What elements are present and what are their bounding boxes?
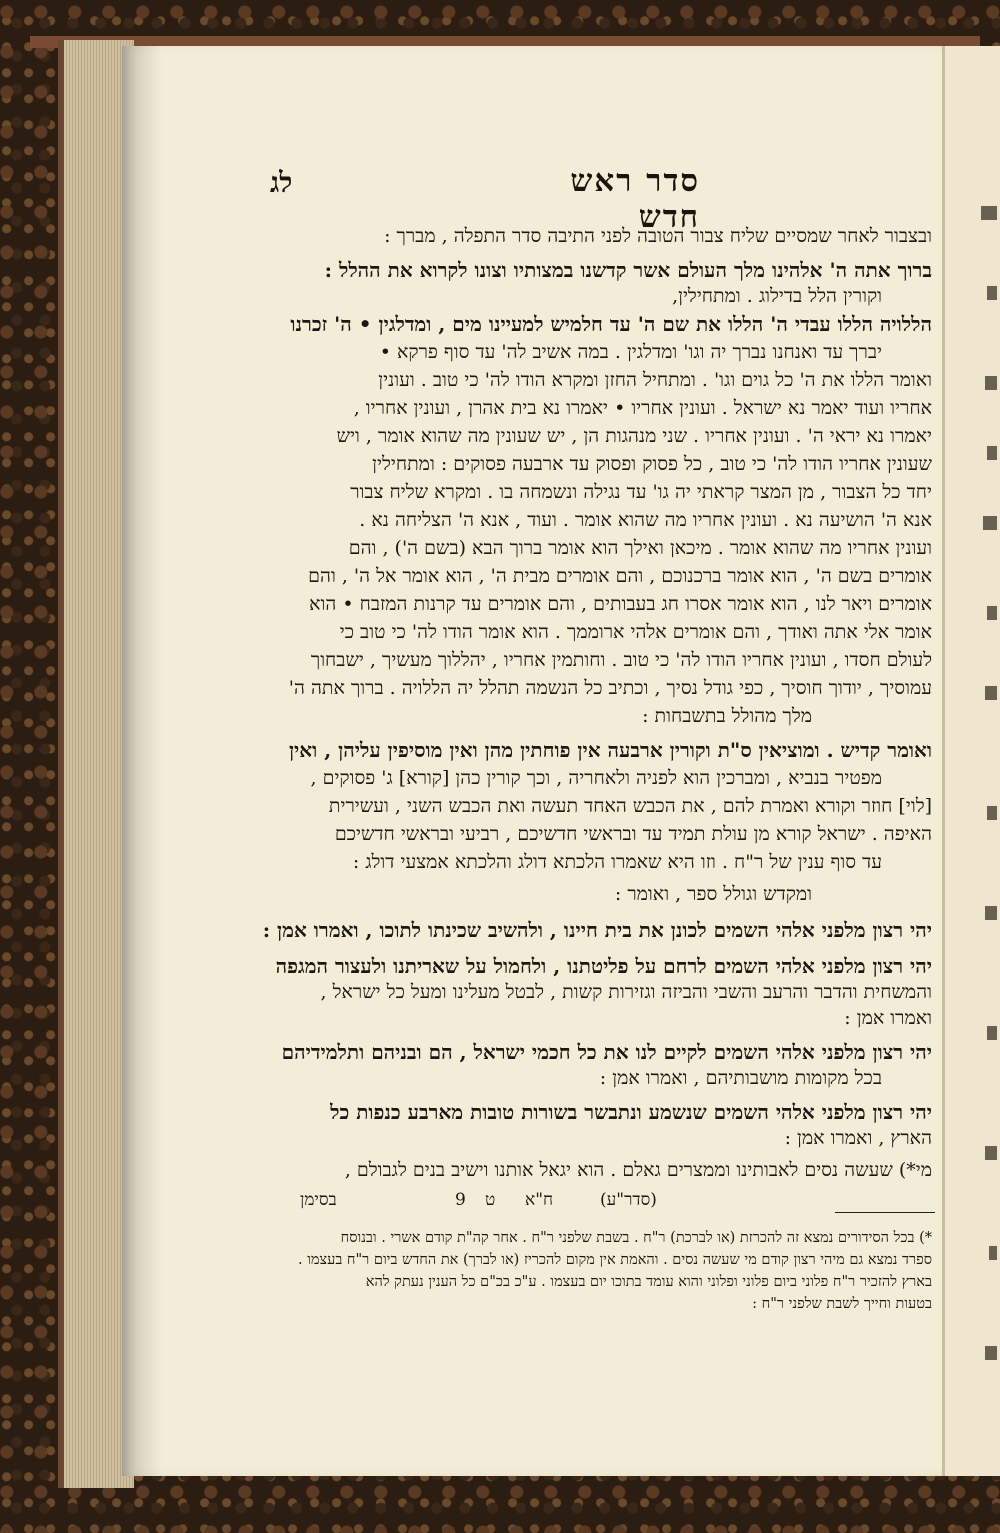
page-number: לג bbox=[270, 166, 293, 199]
text-line: ואמרו אמן : bbox=[844, 1007, 932, 1029]
text-line: ובצבור לאחר שמסיים שליח צבור הטובה לפני התיבה סדר התפלה , מברך : bbox=[384, 225, 932, 247]
text-line: לעולם חסדו , ועונין אחריו הודו לה' כי טוב . וחותמין אחריו , יהללוך מעשיך , ישבחוך bbox=[310, 649, 932, 671]
text-line: [לוי] חוזר וקורא ואמרת להם , את הכבש האחד תעשה ואת הכבש השני , ועשירית bbox=[328, 795, 932, 817]
text-line: מלך מהולל בתשבחות : bbox=[642, 705, 812, 727]
text-line: יברך עד ואנחנו נברך יה וגו' ומדלגין . במה אשיב לה' עד סוף פרקא • bbox=[379, 341, 882, 363]
footnote-line: ספרד נמצא גם מיהי רצון קודם מי שעשה נסים . והאמת אין מקום להכריז (או לברך) את החדש ביום ר"ח בעצמו . bbox=[298, 1252, 932, 1268]
text-line: מי*) שעשה נסים לאבותינו וממצרים גאלם . הוא יגאל אותנו וישיב בנים לגבולם , bbox=[344, 1159, 932, 1181]
text-line: בכל מקומות מושבותיהם , ואמרו אמן : bbox=[599, 1067, 882, 1089]
text-line: האיפה . ישראל קורא מן עולת תמיד עד ובראשי חדשיכם , רביעי ובראשי חדשיכם bbox=[334, 823, 932, 845]
text-line: יהי רצון מלפני אלהי השמים לכונן את בית חיינו , ולהשיב שכינתו לתוכו , ואמרו אמן : bbox=[262, 918, 932, 942]
gutter-shadow bbox=[122, 46, 162, 1476]
text-line: יחד כל הצבור , מן המצר קראתי יה גו' עד נגילה ונשמחה בו . ומקרא שליח צבור bbox=[350, 481, 932, 503]
text-line: מפטיר בנביא , ומברכין הוא לפניה ולאחריה , וכך קורין כהן [קורא] ג' פסוקים , bbox=[310, 767, 882, 789]
signature-mark: ט bbox=[485, 1190, 496, 1210]
text-line: יהי רצון מלפני אלהי השמים לקיים לנו את כל חכמי ישראל , הם ובניהם ותלמידיהם bbox=[281, 1040, 932, 1064]
text-line: אומר אלי אתה ואודך , והם אומרים אלהי ארוממך . הוא אומר הודו לה' כי טוב כי bbox=[339, 621, 932, 643]
signature-tag: בסימן bbox=[300, 1190, 337, 1210]
text-line: שעונין אחריו הודו לה' כי טוב , כל פסוק ופסוק עד ארבעה פסוקים : ומתחילין bbox=[372, 453, 932, 475]
footnote-line: *) בכל הסידורים נמצא זה להכרזת (או לברכת) ר"ח . בשבת שלפני ר"ח . אחר קה"ת קודם אשרי . ובנוסח bbox=[340, 1230, 932, 1246]
text-line: עד סוף ענין של ר"ח . וזו היא שאמרו הלכתא דולג והלכתא אמצעי דולג : bbox=[352, 851, 882, 873]
text-line: ברוך אתה ה' אלהינו מלך העולם אשר קדשנו במצותיו וצונו לקרוא את ההלל : bbox=[324, 258, 932, 282]
signature-section: ח"א bbox=[525, 1190, 554, 1210]
text-line: והמשחית והדבר והרעב והשבי והביזה וגזירות קשות , לבטל מעלינו ומעל כל ישראל , bbox=[320, 981, 932, 1003]
text-line: יאמרו נא יראי ה' . ועונין אחריו . שני מנהגות הן , יש שעונין מה שהוא אומר , ויש bbox=[336, 425, 932, 447]
footnote-rule bbox=[835, 1212, 935, 1213]
signature-number: 9 bbox=[455, 1190, 466, 1210]
footnote-line: בטעות וחייך לשבת שלפני ר"ח : bbox=[752, 1296, 932, 1312]
text-line: ומקדש וגולל ספר , ואומר : bbox=[614, 883, 812, 905]
facing-page-edge bbox=[942, 46, 1000, 1476]
text-line: עמוסיך , יודוך חוסיך , כפי גודל נסיך , וכתיב כל הנשמה תהלל יה הללויה . ברוך אתה ה' bbox=[288, 677, 932, 699]
text-line: יהי רצון מלפני אלהי השמים שנשמע ונתבשר בשורות טובות מארבע כנפות כל bbox=[330, 1100, 932, 1124]
text-line: ואומר הללו את ה' כל גוים וגו' . ומתחיל החזן ומקרא הודו לה' כי טוב . ועונין bbox=[378, 369, 932, 391]
page-title: סדר ראש חדש bbox=[570, 163, 700, 235]
text-line: ואומר קדיש . ומוציאין ס"ת וקורין ארבעה אין פוחתין מהן ואין מוסיפין עליהן , ואין bbox=[288, 738, 932, 762]
text-line: הארץ , ואמרו אמן : bbox=[784, 1127, 932, 1149]
text-line: אחריו ועוד יאמר נא ישראל . ועונין אחריו • יאמרו נא בית אהרן , ועונין אחריו , bbox=[353, 397, 932, 419]
signature-sidur: (סדר"ע) bbox=[600, 1190, 657, 1210]
text-line: אנא ה' הושיעה נא . ועונין אחריו מה שהוא אומר . ועוד , אנא ה' הצליחה נא . bbox=[359, 509, 932, 531]
text-line: הללויה הללו עבדי ה' הללו את שם ה' עד חלמיש למעיינו מים , ומדלגין • ה' זכרנו bbox=[290, 312, 932, 336]
text-line: יהי רצון מלפני אלהי השמים לרחם על פליטתנו , ולחמול על שאריתנו ולעצור המגפה bbox=[275, 954, 932, 978]
text-line: אומרים ויאר לנו , הוא אומר אסרו חג בעבותים , והם אומרים עד קרנות המזבח • הוא bbox=[309, 593, 932, 615]
text-line: וקורין הלל בדילוג . ומתחילין, bbox=[672, 285, 882, 307]
text-line: אומרים בשם ה' , הוא אומר ברכנוכם , והם אומרים מבית ה' , הוא אומר אל ה' , והם bbox=[308, 565, 932, 587]
footnote-line: בארץ להזכיר ר"ח פלוני ביום פלוני ופלוני והוא עומד בתוכו יום בעצמו . ע"כ בכ"ם כל הענין נעתק להא bbox=[365, 1274, 932, 1290]
footnote bbox=[232, 1228, 932, 1348]
main-text bbox=[232, 160, 932, 1160]
text-line: ועונין אחריו מה שהוא אומר . מיכאן ואילך הוא אומר ברוך הבא (בשם ה') , והם bbox=[348, 537, 932, 559]
